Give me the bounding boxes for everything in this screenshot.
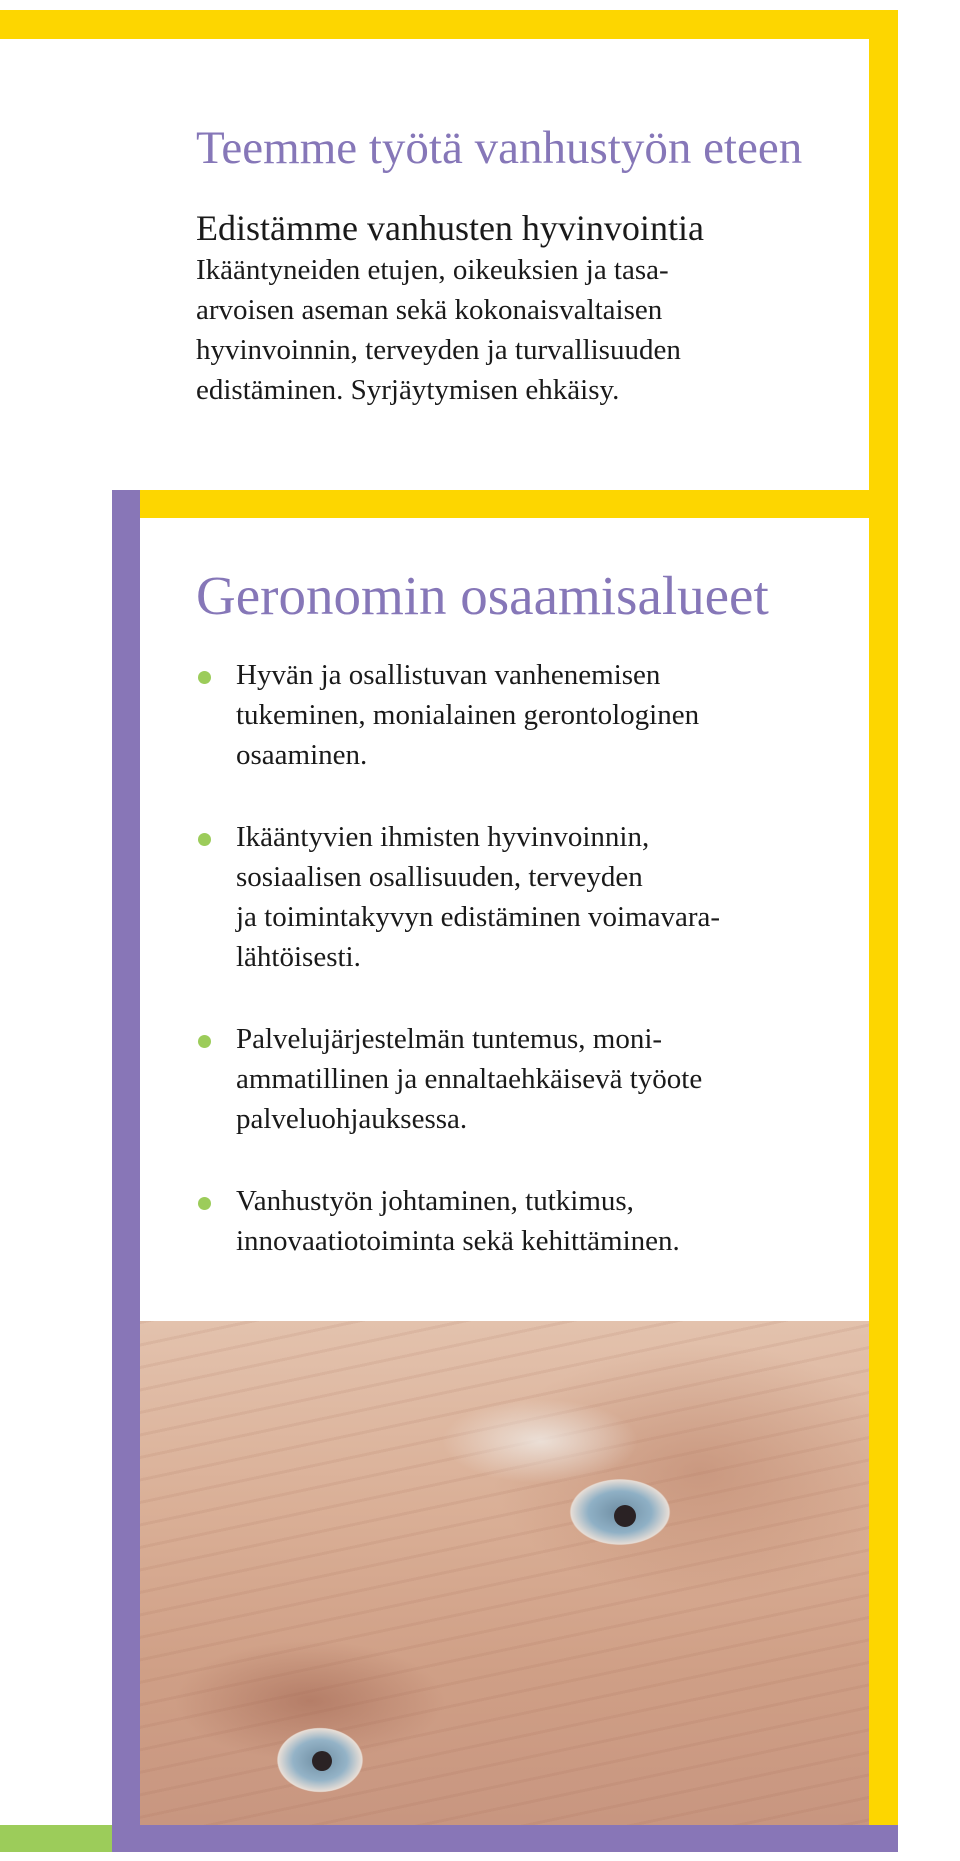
yellow-middle-bar	[112, 490, 898, 518]
paragraph-line: arvoisen aseman sekä kokonaisvaltaisen	[196, 294, 663, 326]
list-item-line: sosiaalisen osallisuuden, terveyden	[236, 861, 643, 893]
list-item-line: lähtöisesti.	[236, 941, 361, 973]
yellow-top-bar	[0, 10, 898, 39]
purple-left-bar	[112, 490, 140, 1852]
list-item	[196, 1181, 856, 1261]
intro-section	[196, 118, 836, 410]
list-item-line: ja toimintakyvyn edistäminen voimavara-	[236, 901, 721, 933]
competence-title: Geronomin osaamisalueet	[196, 565, 769, 626]
list-item	[196, 655, 856, 775]
list-item	[196, 817, 856, 977]
paragraph-line: hyvinvoinnin, terveyden ja turvallisuuden	[196, 334, 681, 366]
yellow-right-bar	[869, 10, 898, 1852]
list-item-line: Vanhustyön johtaminen, tutkimus,	[236, 1185, 634, 1217]
list-item-line: Hyvän ja osallistuvan vanhenemisen	[236, 659, 661, 691]
bullet-dot-icon	[198, 1197, 211, 1210]
section-subtitle: Edistämme vanhusten hyvinvointia	[196, 208, 704, 248]
eye-pupil-icon	[312, 1751, 332, 1771]
paragraph-line: Ikääntyneiden etujen, oikeuksien ja tasa-	[196, 254, 669, 286]
list-item-line: innovaatiotoiminta sekä kehittäminen.	[236, 1225, 680, 1257]
bullet-dot-icon	[198, 833, 211, 846]
competence-section	[196, 563, 856, 1303]
list-item-line: tukeminen, monialainen gerontologinen	[236, 699, 700, 731]
list-item-line: palveluohjauksessa.	[236, 1103, 468, 1135]
section-title: Teemme työtä vanhustyön eteen	[196, 122, 803, 174]
purple-bottom-bar	[112, 1825, 898, 1852]
eye-pupil-icon	[614, 1505, 636, 1527]
competence-list	[196, 655, 856, 1261]
list-item-line: osaaminen.	[236, 739, 368, 771]
green-bottom-bar	[0, 1825, 112, 1852]
intro-paragraph	[196, 250, 836, 410]
list-item-line: ammatillinen ja ennaltaehkäisevä työote	[236, 1063, 703, 1095]
list-item-line: Ikääntyvien ihmisten hyvinvoinnin,	[236, 821, 650, 853]
elderly-eyes-photo	[140, 1321, 869, 1825]
list-item	[196, 1019, 856, 1139]
bullet-dot-icon	[198, 1035, 211, 1048]
bullet-dot-icon	[198, 671, 211, 684]
paragraph-line: edistäminen. Syrjäytymisen ehkäisy.	[196, 374, 620, 406]
list-item-line: Palvelujärjestelmän tuntemus, moni-	[236, 1023, 663, 1055]
